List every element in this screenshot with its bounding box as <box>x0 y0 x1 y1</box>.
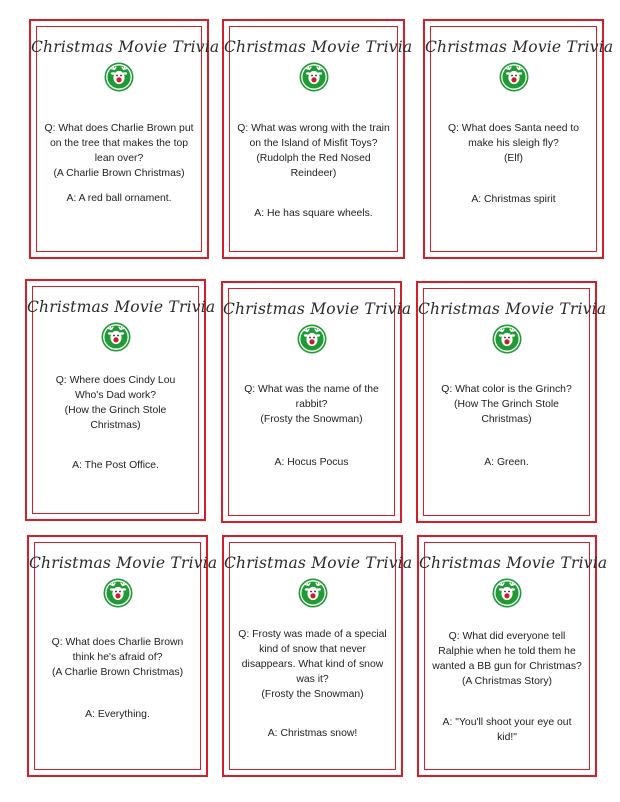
trivia-card-9 <box>417 535 608 777</box>
card-title: Christmas Movie Trivia <box>27 298 216 316</box>
card-question: Q: Frosty was made of a special kind of snow that never disappears. What kind of snow was it? (Frosty the Snowman) <box>238 629 387 700</box>
trivia-card-8 <box>222 535 413 777</box>
card-answer: A: Christmas snow! <box>267 728 358 739</box>
card-question: Q: What was wrong with the train on the Island of Misfit Toys? (Rudolph the Red Nosed Reindeer) <box>237 123 390 179</box>
card-answer: A: Everything. <box>85 709 150 720</box>
card-answer: A: "You'll shoot your eye out kid!" <box>442 717 572 743</box>
card-answer: A: The Post Office. <box>72 460 159 471</box>
trivia-card-6 <box>416 281 607 523</box>
reindeer-badge-icon <box>492 578 522 608</box>
card-answer: A: Hocus Pocus <box>274 457 349 468</box>
reindeer-badge-icon <box>299 62 329 92</box>
card-question: Q: What was the name of the rabbit? (Frosty the Snowman) <box>244 384 379 425</box>
card-title: Christmas Movie Trivia <box>425 38 614 56</box>
card-question: Q: What did everyone tell Ralphie when he told them he wanted a BB gun for Christmas? (A Christmas Story) <box>432 631 582 687</box>
reindeer-badge-icon <box>492 324 522 354</box>
card-question: Q: What does Santa need to make his sleigh fly? (Elf) <box>447 123 580 164</box>
card-title: Christmas Movie Trivia <box>224 554 413 572</box>
card-title: Christmas Movie Trivia <box>29 554 218 572</box>
card-question: Q: What does Charlie Brown put on the tree that makes the top lean over? (A Charlie Brown Christmas) <box>44 123 194 179</box>
card-answer: A: He has square wheels. <box>254 208 373 219</box>
card-question: Q: Where does Cindy Lou Who's Dad work? (How the Grinch Stole Christmas) <box>55 375 176 431</box>
trivia-card-5 <box>221 281 412 523</box>
card-answer: A: Christmas spirit <box>471 194 556 205</box>
reindeer-badge-icon <box>297 324 327 354</box>
reindeer-badge-icon <box>298 578 328 608</box>
card-question: Q: What does Charlie Brown think he's afraid of? (A Charlie Brown Christmas) <box>51 637 184 678</box>
card-title: Christmas Movie Trivia <box>223 300 412 318</box>
trivia-card-2 <box>222 19 413 259</box>
card-title: Christmas Movie Trivia <box>418 300 607 318</box>
card-answer: A: Green. <box>484 457 529 468</box>
reindeer-badge-icon <box>101 322 131 352</box>
trivia-card-1 <box>29 19 220 259</box>
card-answer: A: A red ball ornament. <box>66 193 172 204</box>
trivia-card-3 <box>423 19 614 259</box>
trivia-card-7 <box>27 535 218 777</box>
reindeer-badge-icon <box>499 62 529 92</box>
card-title: Christmas Movie Trivia <box>224 38 413 56</box>
card-title: Christmas Movie Trivia <box>419 554 608 572</box>
reindeer-badge-icon <box>104 62 134 92</box>
reindeer-badge-icon <box>103 578 133 608</box>
card-title: Christmas Movie Trivia <box>31 38 220 56</box>
card-question: Q: What color is the Grinch? (How The Grinch Stole Christmas) <box>441 384 572 425</box>
trivia-card-4 <box>25 279 216 521</box>
